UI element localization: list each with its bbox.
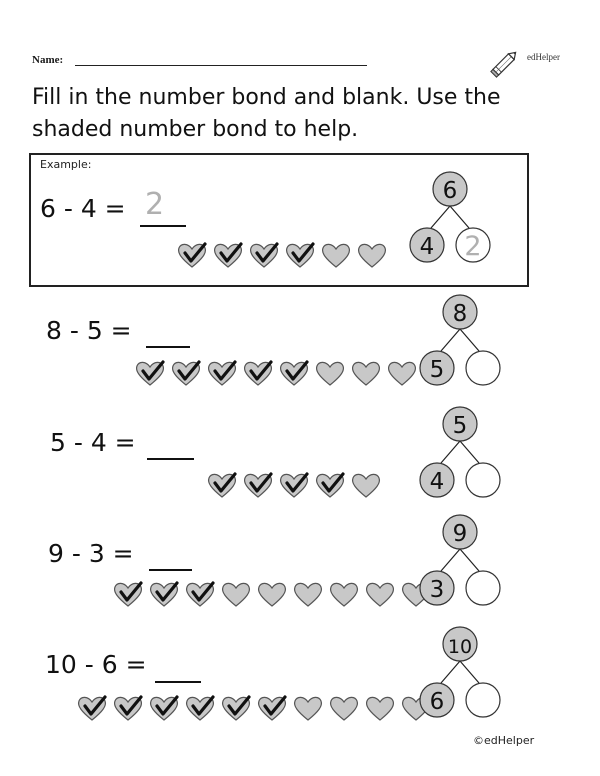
heart-icon <box>220 580 252 608</box>
example-bond-left-branch <box>431 206 450 228</box>
heart-icon <box>292 694 324 722</box>
crossed-heart-icon <box>184 580 216 608</box>
problem-2-answer-blank[interactable] <box>147 458 194 460</box>
heart-icon <box>328 694 360 722</box>
example-number-bond <box>400 168 500 268</box>
crossed-heart-icon <box>206 359 238 387</box>
example-answer-blank <box>140 225 186 227</box>
brand-label: edHelper <box>527 52 560 62</box>
crossed-heart-icon <box>256 694 288 722</box>
crossed-heart-icon <box>76 694 108 722</box>
example-bond-right-branch <box>450 206 469 228</box>
crossed-heart-icon <box>134 359 166 387</box>
example-bond-part-value: 4 <box>419 234 435 260</box>
instructions: Fill in the number bond and blank. Use the shaded number bond to help. <box>32 85 501 142</box>
problem-2-number-bond <box>410 403 510 503</box>
example-label: Example: <box>40 158 92 171</box>
heart-icon <box>364 580 396 608</box>
crossed-heart-icon <box>112 580 144 608</box>
heart-icon <box>256 580 288 608</box>
problem-2-bond-whole-value: 5 <box>452 413 468 439</box>
problem-4-number-bond <box>410 623 510 723</box>
problem-4-answer-blank[interactable] <box>155 681 201 683</box>
problem-4-bond-left-branch <box>441 661 460 683</box>
problem-3-number-bond <box>410 511 510 611</box>
crossed-heart-icon <box>278 359 310 387</box>
problem-3-bond-part-value: 3 <box>429 577 445 603</box>
crossed-heart-icon <box>242 471 274 499</box>
crossed-heart-icon <box>148 580 180 608</box>
problem-3-bond-whole-value: 9 <box>452 521 468 547</box>
problem-1-bond-right-branch <box>460 329 479 351</box>
problem-4-bond-whole-value: 10 <box>447 636 473 658</box>
problem-2-bond-missing-circle <box>466 463 500 497</box>
crossed-heart-icon <box>170 359 202 387</box>
problem-4-hearts <box>76 694 432 722</box>
problem-4-bond-right-branch <box>460 661 479 683</box>
problem-1-equation: 8 - 5 = <box>46 316 132 345</box>
crossed-heart-icon <box>220 694 252 722</box>
heart-icon <box>350 471 382 499</box>
problem-4-bond-missing-circle <box>466 683 500 717</box>
problem-1-bond-part-value: 5 <box>429 357 445 383</box>
example-bond-missing-value: 2 <box>464 231 482 262</box>
problem-1-hearts <box>134 359 418 387</box>
heart-icon <box>328 580 360 608</box>
copyright: ©edHelper <box>473 734 535 747</box>
problem-4-bond-part-value: 6 <box>429 689 445 715</box>
heart-icon <box>320 241 352 269</box>
problem-2-bond-left-branch <box>441 441 460 463</box>
crossed-heart-icon <box>314 471 346 499</box>
problem-1-bond-missing-circle <box>466 351 500 385</box>
problem-3-hearts <box>112 580 432 608</box>
problem-2-equation: 5 - 4 = <box>50 428 136 457</box>
heart-icon <box>356 241 388 269</box>
problem-1-bond-whole-value: 8 <box>452 301 468 327</box>
example-equation: 6 - 4 = <box>40 194 126 223</box>
example-hearts <box>176 241 388 269</box>
crossed-heart-icon <box>148 694 180 722</box>
problem-2-bond-right-branch <box>460 441 479 463</box>
problem-3-bond-missing-circle <box>466 571 500 605</box>
crossed-heart-icon <box>278 471 310 499</box>
problem-3-bond-left-branch <box>441 549 460 571</box>
crossed-heart-icon <box>248 241 280 269</box>
problem-1-number-bond <box>410 291 510 391</box>
example-bond-whole-value: 6 <box>442 178 458 204</box>
crossed-heart-icon <box>184 694 216 722</box>
heart-icon <box>350 359 382 387</box>
problem-2-hearts <box>206 471 382 499</box>
heart-icon <box>364 694 396 722</box>
heart-icon <box>292 580 324 608</box>
problem-3-answer-blank[interactable] <box>149 569 192 571</box>
name-field[interactable] <box>75 65 367 66</box>
heart-icon <box>314 359 346 387</box>
crossed-heart-icon <box>176 241 208 269</box>
problem-2-bond-part-value: 4 <box>429 469 445 495</box>
crossed-heart-icon <box>284 241 316 269</box>
problem-1-answer-blank[interactable] <box>146 346 190 348</box>
problem-4-equation: 10 - 6 = <box>45 650 147 679</box>
crossed-heart-icon <box>206 471 238 499</box>
crossed-heart-icon <box>212 241 244 269</box>
problem-3-equation: 9 - 3 = <box>48 539 134 568</box>
name-label: Name: <box>32 54 64 66</box>
crossed-heart-icon <box>242 359 274 387</box>
example-answer: 2 <box>145 187 165 222</box>
pencil-icon <box>488 46 522 80</box>
problem-1-bond-left-branch <box>441 329 460 351</box>
problem-3-bond-right-branch <box>460 549 479 571</box>
crossed-heart-icon <box>112 694 144 722</box>
